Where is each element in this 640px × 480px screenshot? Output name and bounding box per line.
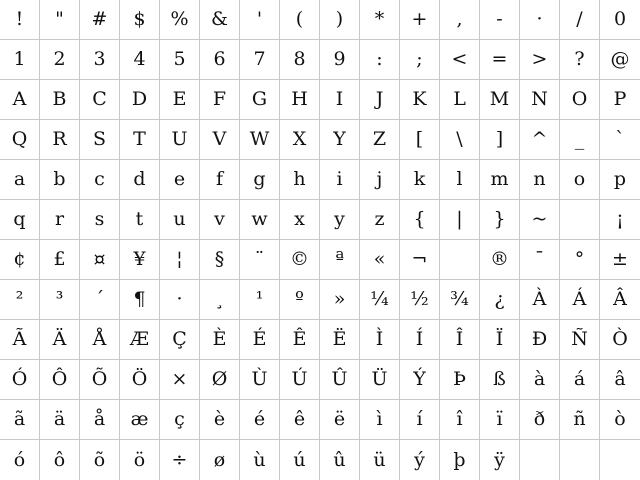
glyph-cell[interactable]: Ù	[240, 360, 280, 400]
glyph-cell[interactable]: x	[280, 200, 320, 240]
glyph-cell[interactable]: Ï	[480, 320, 520, 360]
glyph-cell[interactable]: *	[360, 0, 400, 40]
glyph-cell[interactable]: l	[440, 160, 480, 200]
glyph-cell[interactable]: c	[80, 160, 120, 200]
glyph-cell[interactable]: %	[160, 0, 200, 40]
glyph-cell[interactable]: f	[200, 160, 240, 200]
glyph-cell[interactable]: ª	[320, 240, 360, 280]
glyph-cell[interactable]: t	[120, 200, 160, 240]
glyph-cell[interactable]: p	[600, 160, 640, 200]
glyph-cell[interactable]: î	[440, 400, 480, 440]
glyph-cell[interactable]: à	[520, 360, 560, 400]
glyph-cell[interactable]: [	[400, 120, 440, 160]
glyph-cell[interactable]: Ã	[0, 320, 40, 360]
glyph-cell[interactable]: ·	[520, 0, 560, 40]
glyph-cell[interactable]: ¶	[120, 280, 160, 320]
glyph-cell[interactable]: À	[520, 280, 560, 320]
glyph-cell[interactable]: '	[240, 0, 280, 40]
glyph-cell[interactable]: n	[520, 160, 560, 200]
glyph-cell[interactable]	[600, 440, 640, 480]
glyph-cell[interactable]: ð	[520, 400, 560, 440]
glyph-cell[interactable]: ]	[480, 120, 520, 160]
glyph-cell[interactable]: T	[120, 120, 160, 160]
glyph-cell[interactable]: õ	[80, 440, 120, 480]
glyph-cell[interactable]: |	[440, 200, 480, 240]
glyph-cell[interactable]: 1	[0, 40, 40, 80]
glyph-cell[interactable]: 3	[80, 40, 120, 80]
glyph-cell[interactable]: ³	[40, 280, 80, 320]
glyph-cell[interactable]: X	[280, 120, 320, 160]
glyph-cell[interactable]: è	[200, 400, 240, 440]
glyph-cell[interactable]: a	[0, 160, 40, 200]
glyph-cell[interactable]: Þ	[440, 360, 480, 400]
glyph-cell[interactable]: ¹	[240, 280, 280, 320]
glyph-cell[interactable]: ë	[320, 400, 360, 440]
glyph-cell[interactable]: Q	[0, 120, 40, 160]
glyph-cell[interactable]: Ú	[280, 360, 320, 400]
glyph-cell[interactable]: ¾	[440, 280, 480, 320]
glyph-cell[interactable]: z	[360, 200, 400, 240]
glyph-cell[interactable]: þ	[440, 440, 480, 480]
glyph-cell[interactable]: â	[600, 360, 640, 400]
glyph-cell[interactable]: J	[360, 80, 400, 120]
glyph-cell[interactable]: ½	[400, 280, 440, 320]
glyph-cell[interactable]: o	[560, 160, 600, 200]
glyph-cell[interactable]: )	[320, 0, 360, 40]
glyph-cell[interactable]: º	[280, 280, 320, 320]
glyph-cell[interactable]: í	[400, 400, 440, 440]
glyph-cell[interactable]: 4	[120, 40, 160, 80]
glyph-cell[interactable]: v	[200, 200, 240, 240]
glyph-cell[interactable]: É	[240, 320, 280, 360]
glyph-cell[interactable]: æ	[120, 400, 160, 440]
glyph-cell[interactable]: U	[160, 120, 200, 160]
glyph-cell[interactable]: 0	[600, 0, 640, 40]
glyph-cell[interactable]: P	[600, 80, 640, 120]
glyph-cell[interactable]: °	[560, 240, 600, 280]
glyph-cell[interactable]: \	[440, 120, 480, 160]
glyph-cell[interactable]: Ê	[280, 320, 320, 360]
glyph-cell[interactable]: Ì	[360, 320, 400, 360]
glyph-cell[interactable]: K	[400, 80, 440, 120]
glyph-cell[interactable]: ì	[360, 400, 400, 440]
glyph-cell[interactable]: Ö	[120, 360, 160, 400]
glyph-cell[interactable]: 9	[320, 40, 360, 80]
glyph-cell[interactable]: G	[240, 80, 280, 120]
glyph-cell[interactable]: H	[280, 80, 320, 120]
glyph-cell[interactable]: ?	[560, 40, 600, 80]
glyph-cell[interactable]: ø	[200, 440, 240, 480]
glyph-cell[interactable]: é	[240, 400, 280, 440]
glyph-cell[interactable]: #	[80, 0, 120, 40]
glyph-cell[interactable]: @	[600, 40, 640, 80]
glyph-cell[interactable]: ÿ	[480, 440, 520, 480]
glyph-cell[interactable]: w	[240, 200, 280, 240]
glyph-cell[interactable]: `	[600, 120, 640, 160]
glyph-cell[interactable]	[560, 440, 600, 480]
glyph-cell[interactable]: ä	[40, 400, 80, 440]
glyph-cell[interactable]	[440, 240, 480, 280]
glyph-cell[interactable]: "	[40, 0, 80, 40]
glyph-cell[interactable]: b	[40, 160, 80, 200]
glyph-cell[interactable]: _	[560, 120, 600, 160]
glyph-cell[interactable]: E	[160, 80, 200, 120]
glyph-cell[interactable]: =	[480, 40, 520, 80]
glyph-cell[interactable]: I	[320, 80, 360, 120]
glyph-cell[interactable]: N	[520, 80, 560, 120]
glyph-cell[interactable]: Ô	[40, 360, 80, 400]
glyph-cell[interactable]: y	[320, 200, 360, 240]
glyph-cell[interactable]: Ò	[600, 320, 640, 360]
glyph-cell[interactable]: ©	[280, 240, 320, 280]
glyph-cell[interactable]: ,	[440, 0, 480, 40]
glyph-cell[interactable]: h	[280, 160, 320, 200]
glyph-cell[interactable]: S	[80, 120, 120, 160]
glyph-cell[interactable]: ´	[80, 280, 120, 320]
glyph-cell[interactable]: á	[560, 360, 600, 400]
glyph-cell[interactable]: Û	[320, 360, 360, 400]
glyph-cell[interactable]: B	[40, 80, 80, 120]
glyph-cell[interactable]: ÷	[160, 440, 200, 480]
glyph-cell[interactable]: Õ	[80, 360, 120, 400]
glyph-cell[interactable]: ¨	[240, 240, 280, 280]
glyph-cell[interactable]: Z	[360, 120, 400, 160]
glyph-cell[interactable]: ç	[160, 400, 200, 440]
glyph-cell[interactable]: W	[240, 120, 280, 160]
glyph-cell[interactable]: ¯	[520, 240, 560, 280]
glyph-cell[interactable]: «	[360, 240, 400, 280]
glyph-cell[interactable]: å	[80, 400, 120, 440]
glyph-cell[interactable]: Ü	[360, 360, 400, 400]
glyph-cell[interactable]: q	[0, 200, 40, 240]
glyph-cell[interactable]: ò	[600, 400, 640, 440]
glyph-cell[interactable]: ±	[600, 240, 640, 280]
glyph-cell[interactable]: :	[360, 40, 400, 80]
glyph-cell[interactable]: >	[520, 40, 560, 80]
glyph-cell[interactable]: ×	[160, 360, 200, 400]
glyph-cell[interactable]: (	[280, 0, 320, 40]
glyph-cell[interactable]: ê	[280, 400, 320, 440]
glyph-cell[interactable]: Ç	[160, 320, 200, 360]
glyph-cell[interactable]: 6	[200, 40, 240, 80]
glyph-cell[interactable]: ¸	[200, 280, 240, 320]
glyph-cell[interactable]: Ð	[520, 320, 560, 360]
glyph-cell[interactable]: ¿	[480, 280, 520, 320]
glyph-cell[interactable]	[520, 440, 560, 480]
glyph-cell[interactable]: 2	[40, 40, 80, 80]
glyph-cell[interactable]: 7	[240, 40, 280, 80]
glyph-cell[interactable]: ß	[480, 360, 520, 400]
glyph-cell[interactable]: R	[40, 120, 80, 160]
glyph-cell[interactable]: F	[200, 80, 240, 120]
glyph-cell[interactable]: u	[160, 200, 200, 240]
glyph-cell[interactable]: ¢	[0, 240, 40, 280]
glyph-cell[interactable]: ü	[360, 440, 400, 480]
glyph-cell[interactable]: ·	[160, 280, 200, 320]
glyph-cell[interactable]: &	[200, 0, 240, 40]
glyph-cell[interactable]: È	[200, 320, 240, 360]
glyph-cell[interactable]: ¤	[80, 240, 120, 280]
glyph-cell[interactable]: Ë	[320, 320, 360, 360]
glyph-cell[interactable]: ®	[480, 240, 520, 280]
glyph-cell[interactable]: Ý	[400, 360, 440, 400]
glyph-cell[interactable]: }	[480, 200, 520, 240]
glyph-cell[interactable]: !	[0, 0, 40, 40]
glyph-cell[interactable]: £	[40, 240, 80, 280]
glyph-cell[interactable]: /	[560, 0, 600, 40]
glyph-cell[interactable]: s	[80, 200, 120, 240]
glyph-cell[interactable]: r	[40, 200, 80, 240]
glyph-cell[interactable]: ó	[0, 440, 40, 480]
glyph-cell[interactable]: A	[0, 80, 40, 120]
glyph-cell[interactable]: ô	[40, 440, 80, 480]
glyph-cell[interactable]: D	[120, 80, 160, 120]
glyph-cell[interactable]: Ñ	[560, 320, 600, 360]
glyph-cell[interactable]: V	[200, 120, 240, 160]
glyph-cell[interactable]: ~	[520, 200, 560, 240]
glyph-cell[interactable]: ù	[240, 440, 280, 480]
glyph-cell[interactable]: ¥	[120, 240, 160, 280]
glyph-cell[interactable]: Á	[560, 280, 600, 320]
glyph-cell[interactable]: ö	[120, 440, 160, 480]
glyph-cell[interactable]: ¼	[360, 280, 400, 320]
glyph-cell[interactable]: d	[120, 160, 160, 200]
glyph-cell[interactable]: <	[440, 40, 480, 80]
glyph-cell[interactable]: {	[400, 200, 440, 240]
glyph-cell[interactable]: ^	[520, 120, 560, 160]
glyph-cell[interactable]: 8	[280, 40, 320, 80]
glyph-cell[interactable]: i	[320, 160, 360, 200]
glyph-cell[interactable]: j	[360, 160, 400, 200]
glyph-cell[interactable]: 5	[160, 40, 200, 80]
glyph-cell[interactable]: Å	[80, 320, 120, 360]
glyph-cell[interactable]: m	[480, 160, 520, 200]
glyph-cell[interactable]: e	[160, 160, 200, 200]
glyph-cell[interactable]: Ä	[40, 320, 80, 360]
glyph-cell[interactable]: ¡	[600, 200, 640, 240]
glyph-cell[interactable]: Â	[600, 280, 640, 320]
glyph-cell[interactable]: ²	[0, 280, 40, 320]
glyph-cell[interactable]: §	[200, 240, 240, 280]
glyph-cell[interactable]: M	[480, 80, 520, 120]
glyph-cell[interactable]: Í	[400, 320, 440, 360]
glyph-cell[interactable]: ¬	[400, 240, 440, 280]
glyph-cell[interactable]: g	[240, 160, 280, 200]
glyph-cell[interactable]: Ø	[200, 360, 240, 400]
glyph-cell[interactable]: ï	[480, 400, 520, 440]
glyph-cell[interactable]: ;	[400, 40, 440, 80]
glyph-cell[interactable]: $	[120, 0, 160, 40]
glyph-cell[interactable]: +	[400, 0, 440, 40]
glyph-cell[interactable]: ã	[0, 400, 40, 440]
glyph-cell[interactable]: -	[480, 0, 520, 40]
glyph-cell[interactable]: C	[80, 80, 120, 120]
glyph-cell[interactable]: ý	[400, 440, 440, 480]
glyph-cell[interactable]: »	[320, 280, 360, 320]
glyph-cell[interactable]: Y	[320, 120, 360, 160]
glyph-cell[interactable]: Ó	[0, 360, 40, 400]
glyph-cell[interactable]: Æ	[120, 320, 160, 360]
glyph-cell[interactable]: ú	[280, 440, 320, 480]
glyph-cell[interactable]: ¦	[160, 240, 200, 280]
glyph-cell[interactable]: L	[440, 80, 480, 120]
glyph-cell[interactable]	[560, 200, 600, 240]
glyph-cell[interactable]: Î	[440, 320, 480, 360]
glyph-cell[interactable]: ñ	[560, 400, 600, 440]
glyph-cell[interactable]: û	[320, 440, 360, 480]
glyph-cell[interactable]: O	[560, 80, 600, 120]
glyph-cell[interactable]: k	[400, 160, 440, 200]
